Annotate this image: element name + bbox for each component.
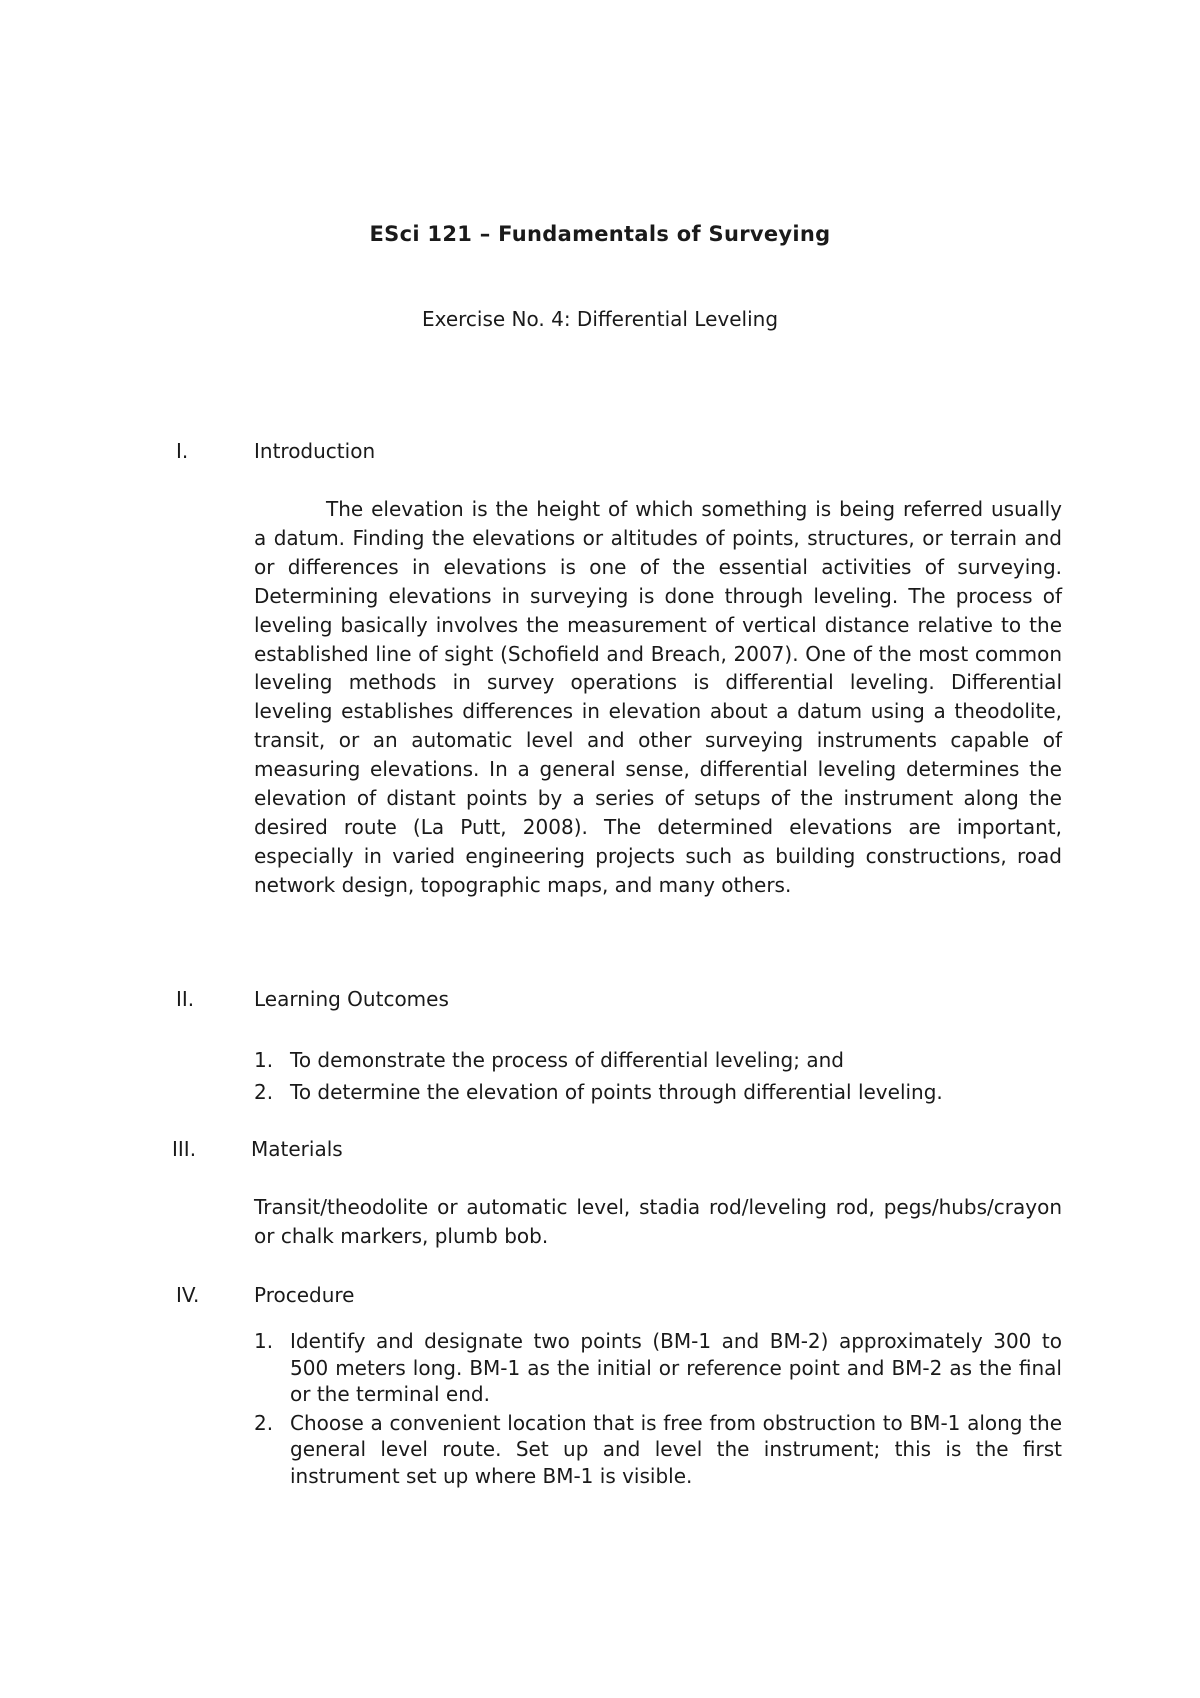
list-item-number: 1. — [254, 1329, 274, 1353]
list-item — [254, 1046, 1062, 1074]
introduction-paragraph: The elevation is the height of which something is being referred usually a datum. Finding the elevations or altitudes of points, structures, or terrain and or differences in elevations is one of the essential activities of surveying. Determining elevations in surveying is done through leveling. The process of leveling basically involves the measurement of vertical distance relative to the established line of sight (Schofield and Breach, 2007). One of the most common leveling methods in survey operations is differential leveling. Differential leveling establishes differences in elevation about a datum using a theodolite, transit, or an automatic level and other surveying instruments capable of measuring elevations. In a general sense, differential leveling determines the elevation of distant points by a series of setups of the instrument along the desired route (La Putt, 2008). The determined elevations are important, especially in varied engineering projects such as building constructions, road network design, topographic maps, and many others. — [254, 497, 1062, 897]
section-label: Materials — [251, 1137, 343, 1161]
list-item-number: 1. — [254, 1048, 274, 1072]
list-item — [254, 1078, 1062, 1106]
section-label: Learning Outcomes — [254, 987, 449, 1011]
list-item-number: 2. — [254, 1410, 274, 1435]
list-item-text: Choose a convenient location that is free from obstruction to BM-1 along the general level route. Set up and level the instrument; this is the first instrument set up where BM-1 is visible. — [290, 1410, 1062, 1488]
list-item — [254, 1328, 1062, 1408]
section-numeral: II. — [176, 987, 195, 1011]
section-label: Introduction — [254, 439, 376, 463]
section-numeral: I. — [176, 439, 189, 463]
list-item-text: To determine the elevation of points through differential leveling. — [290, 1080, 943, 1104]
materials-paragraph: Transit/theodolite or automatic level, stadia rod/leveling rod, pegs/hubs/crayon or chalk markers, plumb bob. — [254, 1195, 1062, 1248]
section-heading-procedure — [0, 1283, 1200, 1311]
section-heading-learning-outcomes — [0, 987, 1200, 1015]
section-numeral: III. — [172, 1137, 197, 1161]
procedure-list — [254, 1328, 1062, 1491]
section-heading-materials — [0, 1137, 1200, 1165]
list-item-text: Identify and designate two points (BM-1 and BM-2) approximately 300 to 500 meters long. BM-1 as the initial or reference point and BM-2 as the final or the terminal end. — [290, 1329, 1062, 1406]
learning-outcomes-list — [254, 1046, 1062, 1110]
section-heading-introduction — [0, 439, 1200, 467]
list-item-text: To demonstrate the process of differential leveling; and — [290, 1048, 844, 1072]
section-label: Procedure — [254, 1283, 355, 1307]
section-numeral: IV. — [176, 1283, 200, 1307]
exercise-subtitle: Exercise No. 4: Differential Leveling — [421, 307, 779, 331]
document-title: ESci 121 – Fundamentals of Surveying — [369, 222, 831, 246]
list-item-number: 2. — [254, 1080, 274, 1104]
list-item — [254, 1410, 1062, 1490]
